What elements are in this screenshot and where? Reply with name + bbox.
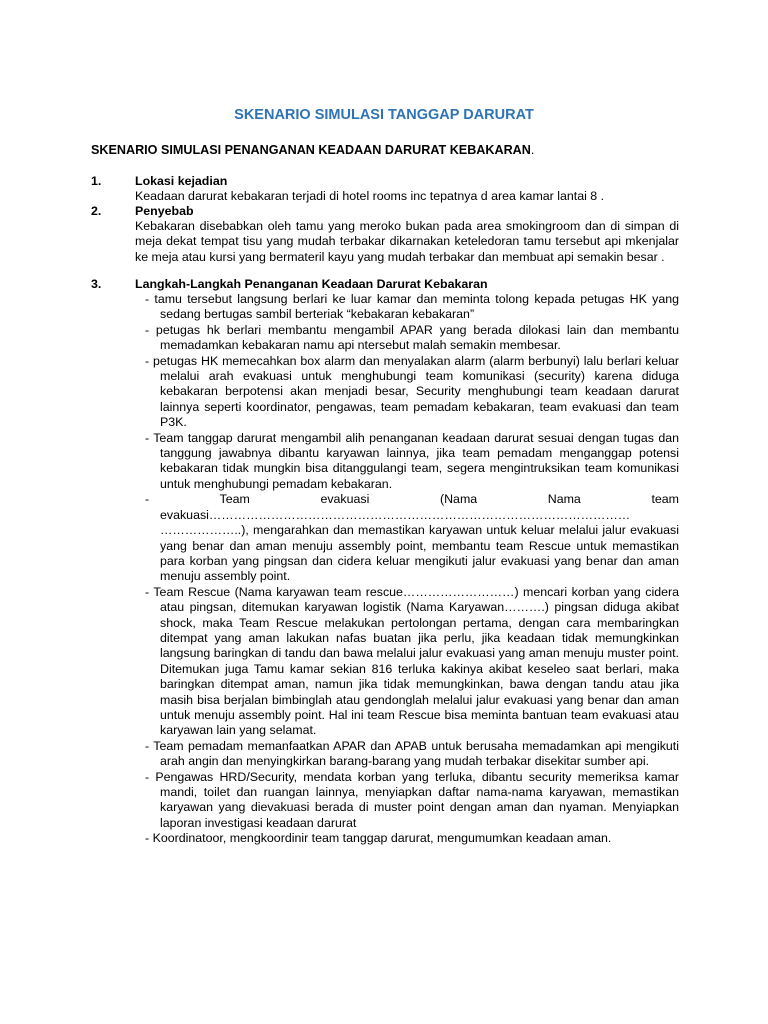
section-heading: Langkah-Langkah Penanganan Keadaan Darurat Kebakaran	[135, 277, 488, 291]
section-heading: Penyebab	[135, 204, 194, 218]
list-item: - Pengawas HRD/Security, mendata korban yang terluka, dibantu security memeriksa kamar mandi, toilet dan ruangan lainnya, menyiapkan daftar nama-nama karyawan, memastikan karyawan yang dievakuasi berada di muster point dengan aman dan nyaman. Menyiapkan laporan investigasi keadaan darurat	[145, 769, 679, 830]
document-subtitle	[91, 143, 534, 158]
list-item: - Team pemadam memanfaatkan APAR dan APAB untuk berusaha memadamkan api mengikuti arah angin dan menyingkirkan barang-barang yang mudah terbakar disekitar sumber api.	[145, 738, 679, 769]
list-item: - petugas HK memecahkan box alarm dan menyalakan alarm (alarm berbunyi) lalu berlari keluar melalui arah evakuasi untuk menghubungi team komunikasi (security) karena diduga kebakaran berpotensi akan menjadi besar, Security menghubungi team keadaan darurat lainnya seperti koordinator, pengawas, team pemadam kebakaran, team evakuasi dan team P3K.	[145, 353, 679, 430]
section-text: Kebakaran disebabkan oleh tamu yang meroko bukan pada area smokingroom dan di simpan di meja dekat tempat tisu yang mudah terbakar dikarnakan keteledoran tamu tersebut api mkenjalar ke meja atau kursi yang bermateril kayu yang mudah terbakar dan membuat api semakin besar .	[135, 219, 679, 264]
list-item: - petugas hk berlari membantu mengambil APAR yang berada dilokasi lain dan membantu memadamkan kebakaran namu api ntersebut malah semakin membesar.	[145, 322, 679, 353]
list-item: - Team Rescue (Nama karyawan team rescue………………………) mencari korban yang cidera atau pingsan, ditemukan karyawan logistik (Nama Karyawan……….) pingsan diduga akibat shock, maka Team Rescue melakukan pertolongan pertama, dengan cara membaringkan ditempat yang aman lakukan nafas buatan jika perlu, jika keadaan tidak memungkinkan langsung baringkan di tandu dan bawa melalui jalur evakuasi yang aman menuju muster point. Ditemukan juga Tamu kamar sekian 816 terluka kakinya akibat keseleo saat berlari, maka baringkan ditempat aman, namun jika tidak memungkinkan, bawa dengan tandu atau jika masih bisa berjalan bimbinglah atau gendonglah melalui jalur evakuasi yang benar dan aman untuk menuju assembly point. Hal ini team Rescue bisa meminta bantuan team evakuasi atau karyawan lain yang selamat.	[145, 584, 679, 738]
list-item: - Team evakuasi (Nama Nama team evakuasi………………………………………………………………………………………… ………………..), mengarahkan dan memastikan karyawan untuk keluar melalui jalur evakuasi yang benar dan aman menuju assembly point, membantu team Rescue untuk memastikan para korban yang pingsan dan cidera keluar mengikuti jalur evakuasi yang benar dan aman menuju assembly point.	[145, 492, 679, 584]
section-number: 2.	[91, 204, 102, 218]
list-item: - tamu tersebut langsung berlari ke luar kamar dan meminta tolong kepada petugas HK yang sedang bertugas sambil berteriak “kebakaran kebakaran”	[145, 292, 679, 322]
list-item: - Team tanggap darurat mengambil alih penanganan keadaan darurat sesuai dengan tugas dan tanggung jawabnya dibantu karyawan lainnya, jika team pemadam menganggap potensi kebakaran tidak mungkin bisa ditanggulangi team, segera mengintruksikan team komunikasi untuk menghubungi pemadam kebakaran.	[145, 430, 679, 491]
list-item: - Koordinatoor, mengkoordinir team tanggap darurat, mengumumkan keadaan aman.	[145, 831, 612, 846]
section-text: Keadaan darurat kebakaran terjadi di hotel rooms inc tepatnya d area kamar lantai 8 .	[135, 189, 605, 203]
document-title: SKENARIO SIMULASI TANGGAP DARURAT	[234, 107, 534, 123]
steps-list	[135, 292, 679, 847]
subtitle-period: .	[530, 143, 535, 157]
section-heading: Lokasi kejadian	[135, 174, 228, 188]
subtitle-text: SKENARIO SIMULASI PENANGANAN KEADAAN DARURAT KEBAKARAN	[91, 143, 531, 157]
section-number: 3.	[91, 277, 102, 291]
section-number: 1.	[91, 174, 102, 188]
